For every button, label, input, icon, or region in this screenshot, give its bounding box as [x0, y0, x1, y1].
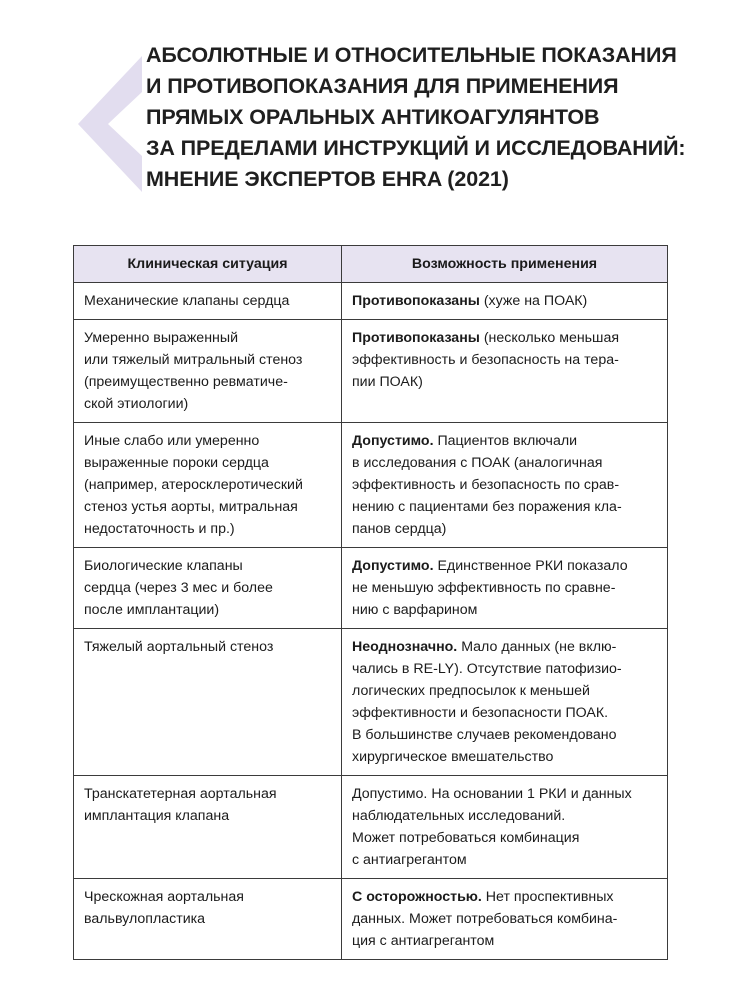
clinical-situation-cell	[74, 629, 342, 776]
situation-line: ской этиологии)	[84, 396, 189, 412]
application-line: хирургическое вмешательство	[352, 749, 554, 765]
application-line: эффективность и безопасность по срав-	[352, 477, 620, 493]
situation-line: выраженные пороки сердца	[84, 455, 269, 471]
clinical-situation-cell	[74, 879, 342, 960]
situation-line: недостаточность и пр.)	[84, 521, 235, 537]
situation-line: (преимущественно ревматиче-	[84, 374, 288, 390]
application-line: с антиагрегантом	[352, 852, 467, 868]
verdict-label: Противопоказаны	[352, 293, 480, 309]
application-line: чались в RE-LY). Отсутствие патофизио-	[352, 661, 622, 677]
table-row	[74, 548, 668, 629]
application-line: пии ПОАК)	[352, 374, 423, 390]
situation-line: (например, атеросклеротический	[84, 477, 303, 493]
table-row	[74, 776, 668, 879]
clinical-situation-cell	[74, 776, 342, 879]
header-application-possibility: Возможность применения	[342, 246, 668, 283]
application-line: в исследования с ПОАК (аналогичная	[352, 455, 603, 471]
chevron-left-icon	[78, 56, 142, 192]
application-cell	[342, 320, 668, 423]
verdict-label: Противопоказаны	[352, 330, 480, 346]
application-text: Пациентов включали	[433, 433, 578, 449]
situation-line: Умеренно выраженный	[84, 330, 238, 346]
situation-line: вальвулопластика	[84, 911, 206, 927]
title-line: МНЕНИЕ ЭКСПЕРТОВ EHRA (2021)	[146, 167, 509, 191]
clinical-situation-cell	[74, 548, 342, 629]
title-line: ПРЯМЫХ ОРАЛЬНЫХ АНТИКОАГУЛЯНТОВ	[146, 105, 600, 129]
application-line: В большинстве случаев рекомендовано	[352, 727, 617, 743]
clinical-situation-cell	[74, 423, 342, 548]
header-clinical-situation: Клиническая ситуация	[74, 246, 342, 283]
application-first-line	[352, 430, 658, 452]
table-row	[74, 320, 668, 423]
application-cell	[342, 548, 668, 629]
situation-line: сердца (через 3 мес и более	[84, 580, 273, 596]
verdict-label: Допустимо.	[352, 433, 434, 449]
situation-line: Механические клапаны сердца	[84, 293, 290, 309]
table-row	[74, 283, 668, 320]
table-row	[74, 879, 668, 960]
application-first-line	[352, 290, 658, 312]
application-line: нению с пациентами без поражения кла-	[352, 499, 622, 515]
application-cell	[342, 283, 668, 320]
application-first-line	[352, 555, 658, 577]
situation-line: имплантация клапана	[84, 808, 230, 824]
application-text: Единственное РКИ показало	[433, 558, 628, 574]
situation-line: Тяжелый аортальный стеноз	[84, 639, 274, 655]
situation-line: Транскатетерная аортальная	[84, 786, 277, 802]
application-first-line	[352, 636, 658, 658]
application-first-line	[352, 327, 658, 349]
indications-table	[73, 245, 668, 960]
title-line: АБСОЛЮТНЫЕ И ОТНОСИТЕЛЬНЫЕ ПОКАЗАНИЯ	[146, 43, 677, 67]
situation-line: Иные слабо или умеренно	[84, 433, 260, 449]
application-first-line	[352, 886, 658, 908]
application-line: данных. Может потребоваться комбина-	[352, 911, 618, 927]
clinical-situation-cell	[74, 320, 342, 423]
situation-line: Чрескожная аортальная	[84, 889, 244, 905]
application-cell	[342, 423, 668, 548]
situation-line: стеноз устья аорты, митральная	[84, 499, 298, 515]
application-text: Нет проспективных	[481, 889, 614, 905]
application-line: логических предпосылок к меньшей	[352, 683, 590, 699]
application-line: панов сердца)	[352, 521, 447, 537]
verdict-label: С осторожностью.	[352, 889, 482, 905]
table-row	[74, 629, 668, 776]
title-line: И ПРОТИВОПОКАЗАНИЯ ДЛЯ ПРИМЕНЕНИЯ	[146, 74, 619, 98]
situation-line: после имплантации)	[84, 602, 220, 618]
application-text: (несколько меньшая	[479, 330, 620, 346]
application-line: Может потребоваться комбинация	[352, 830, 580, 846]
application-line: не меньшую эффективность по сравне-	[352, 580, 616, 596]
clinical-situation-cell	[74, 283, 342, 320]
application-first-line	[352, 783, 658, 805]
application-line: эффективности и безопасности ПОАК.	[352, 705, 609, 721]
verdict-label: Неоднозначно.	[352, 639, 458, 655]
application-cell	[342, 879, 668, 960]
application-line: наблюдательных исследований.	[352, 808, 566, 824]
page-title	[146, 40, 726, 195]
application-line: нию с варфарином	[352, 602, 478, 618]
table-header-row	[74, 246, 668, 283]
application-text: (хуже на ПОАК)	[479, 293, 588, 309]
application-line: ция с антиагрегантом	[352, 933, 495, 949]
situation-line: Биологические клапаны	[84, 558, 243, 574]
title-line: ЗА ПРЕДЕЛАМИ ИНСТРУКЦИЙ И ИССЛЕДОВАНИЙ:	[146, 136, 686, 160]
application-text: Допустимо. На основании 1 РКИ и данных	[352, 786, 632, 802]
application-text: Мало данных (не вклю-	[457, 639, 617, 655]
table-row	[74, 423, 668, 548]
situation-line: или тяжелый митральный стеноз	[84, 352, 303, 368]
application-cell	[342, 776, 668, 879]
verdict-label: Допустимо.	[352, 558, 434, 574]
application-line: эффективность и безопасность на тера-	[352, 352, 619, 368]
application-cell	[342, 629, 668, 776]
